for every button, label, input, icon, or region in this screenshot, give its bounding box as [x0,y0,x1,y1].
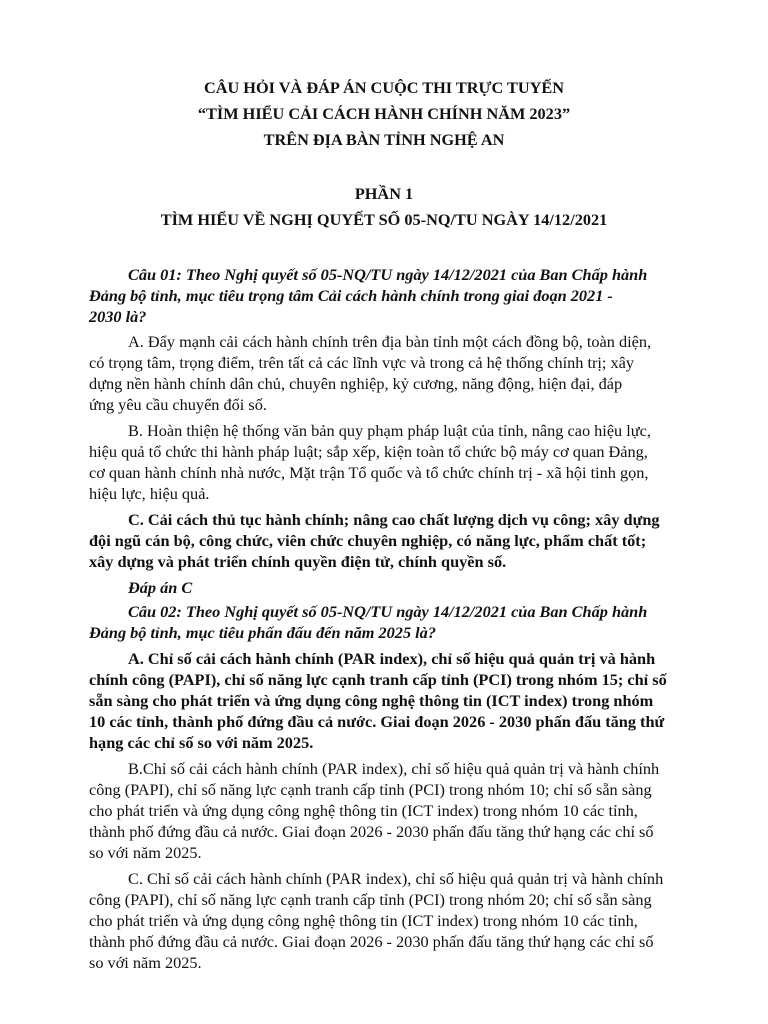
q1-question-line-2: Đảng bộ tỉnh, mục tiêu trọng tâm Cải cách hành chính trong giai đoạn 2021 - [89,286,613,305]
q2-option-c-line-4: thành phố đứng đầu cả nước. Giai đoạn 2026 - 2030 phấn đấu tăng thứ hạng các chỉ số [89,932,654,951]
q1-question-line-1: Câu 01: Theo Nghị quyết số 05-NQ/TU ngày 14/12/2021 của Ban Chấp hành [128,265,648,284]
q1-option-b-line-4: hiệu lực, hiệu quả. [89,484,210,503]
q2-option-c-line-2: công (PAPI), chỉ số năng lực cạnh tranh cấp tỉnh (PCI) trong nhóm 20; chỉ số sẵn sàng [89,890,652,909]
q1-option-c-line-3: xây dựng và phát triển chính quyền điện tử, chính quyền số. [89,552,507,571]
q1-option-c-line-2: đội ngũ cán bộ, công chức, viên chức chuyên nghiệp, có năng lực, phẩm chất tốt; [89,531,647,550]
q2-option-b-line-5: so với năm 2025. [89,843,202,862]
q2-option-b-line-2: công (PAPI), chỉ số năng lực cạnh tranh cấp tỉnh (PCI) trong nhóm 10; chỉ số sẵn sàng [89,780,652,799]
q1-option-b-line-1: B. Hoàn thiện hệ thống văn bản quy phạm pháp luật của tỉnh, nâng cao hiệu lực, [128,421,651,440]
q2-option-c-line-1: C. Chỉ số cải cách hành chính (PAR index), chỉ số hiệu quả quản trị và hành chính [128,869,664,888]
q1-option-c-line-1: C. Cải cách thủ tục hành chính; nâng cao chất lượng dịch vụ công; xây dựng [128,510,660,529]
q2-option-a-line-4: 10 các tỉnh, thành phố đứng đầu cả nước. Giai đoạn 2026 - 2030 phấn đấu tăng thứ [89,712,665,731]
q1-option-b-line-2: hiệu quả tổ chức thi hành pháp luật; sắp xếp, kiện toàn tổ chức bộ máy cơ quan Đảng, [89,442,648,461]
q2-option-b-line-1: B.Chỉ số cải cách hành chính (PAR index), chỉ số hiệu quả quản trị và hành chính [128,759,660,778]
q1-option-a-line-4: ứng yêu cầu chuyển đổi số. [89,395,267,414]
doc-title-line-3: TRÊN ĐỊA BÀN TỈNH NGHỆ AN [263,130,505,149]
q2-option-c-line-5: so với năm 2025. [89,953,202,972]
q1-answer: Đáp án C [128,578,193,597]
q2-option-b-line-4: thành phố đứng đầu cả nước. Giai đoạn 2026 - 2030 phấn đấu tăng thứ hạng các chỉ số [89,822,654,841]
part-title: TÌM HIỂU VỀ NGHỊ QUYẾT SỐ 05-NQ/TU NGÀY 14/12/2021 [160,210,608,229]
q1-option-a-line-3: dựng nền hành chính dân chủ, chuyên nghiệp, kỷ cương, năng động, hiện đại, đáp [89,374,623,393]
q1-question-line-3: 2030 là? [89,307,147,326]
q1-option-a-line-1: A. Đẩy mạnh cải cách hành chính trên địa bàn tỉnh một cách đồng bộ, toàn diện, [128,332,652,351]
q1-option-a-line-2: có trọng tâm, trọng điểm, trên tất cả các lĩnh vực và trong cả hệ thống chính trị; xây [89,353,635,372]
part-label: PHẦN 1 [354,184,414,203]
q2-question-line-2: Đảng bộ tỉnh, mục tiêu phấn đấu đến năm 2025 là? [89,623,436,642]
q2-option-a-line-5: hạng các chỉ số so với năm 2025. [89,733,314,752]
q2-option-a-line-2: chính công (PAPI), chỉ số năng lực cạnh tranh cấp tỉnh (PCI) trong nhóm 15; chỉ số [89,670,667,689]
doc-title-line-2: “TÌM HIỂU CẢI CÁCH HÀNH CHÍNH NĂM 2023” [197,104,571,123]
q2-option-a-line-1: A. Chỉ số cải cách hành chính (PAR index), chỉ số hiệu quả quản trị và hành [128,649,656,668]
q1-option-b-line-3: cơ quan hành chính nhà nước, Mặt trận Tổ quốc và tổ chức chính trị - xã hội tinh gọn, [89,463,649,482]
q2-question-line-1: Câu 02: Theo Nghị quyết số 05-NQ/TU ngày 14/12/2021 của Ban Chấp hành [128,602,648,621]
doc-title-line-1: CÂU HỎI VÀ ĐÁP ÁN CUỘC THI TRỰC TUYẾN [203,78,565,97]
q2-option-a-line-3: sẵn sàng cho phát triển và ứng dụng công nghệ thông tin (ICT index) trong nhóm [89,691,654,710]
q2-option-c-line-3: cho phát triển và ứng dụng công nghệ thông tin (ICT index) trong nhóm 10 các tỉnh, [89,911,638,930]
q2-option-b-line-3: cho phát triển và ứng dụng công nghệ thông tin (ICT index) trong nhóm 10 các tỉnh, [89,801,638,820]
